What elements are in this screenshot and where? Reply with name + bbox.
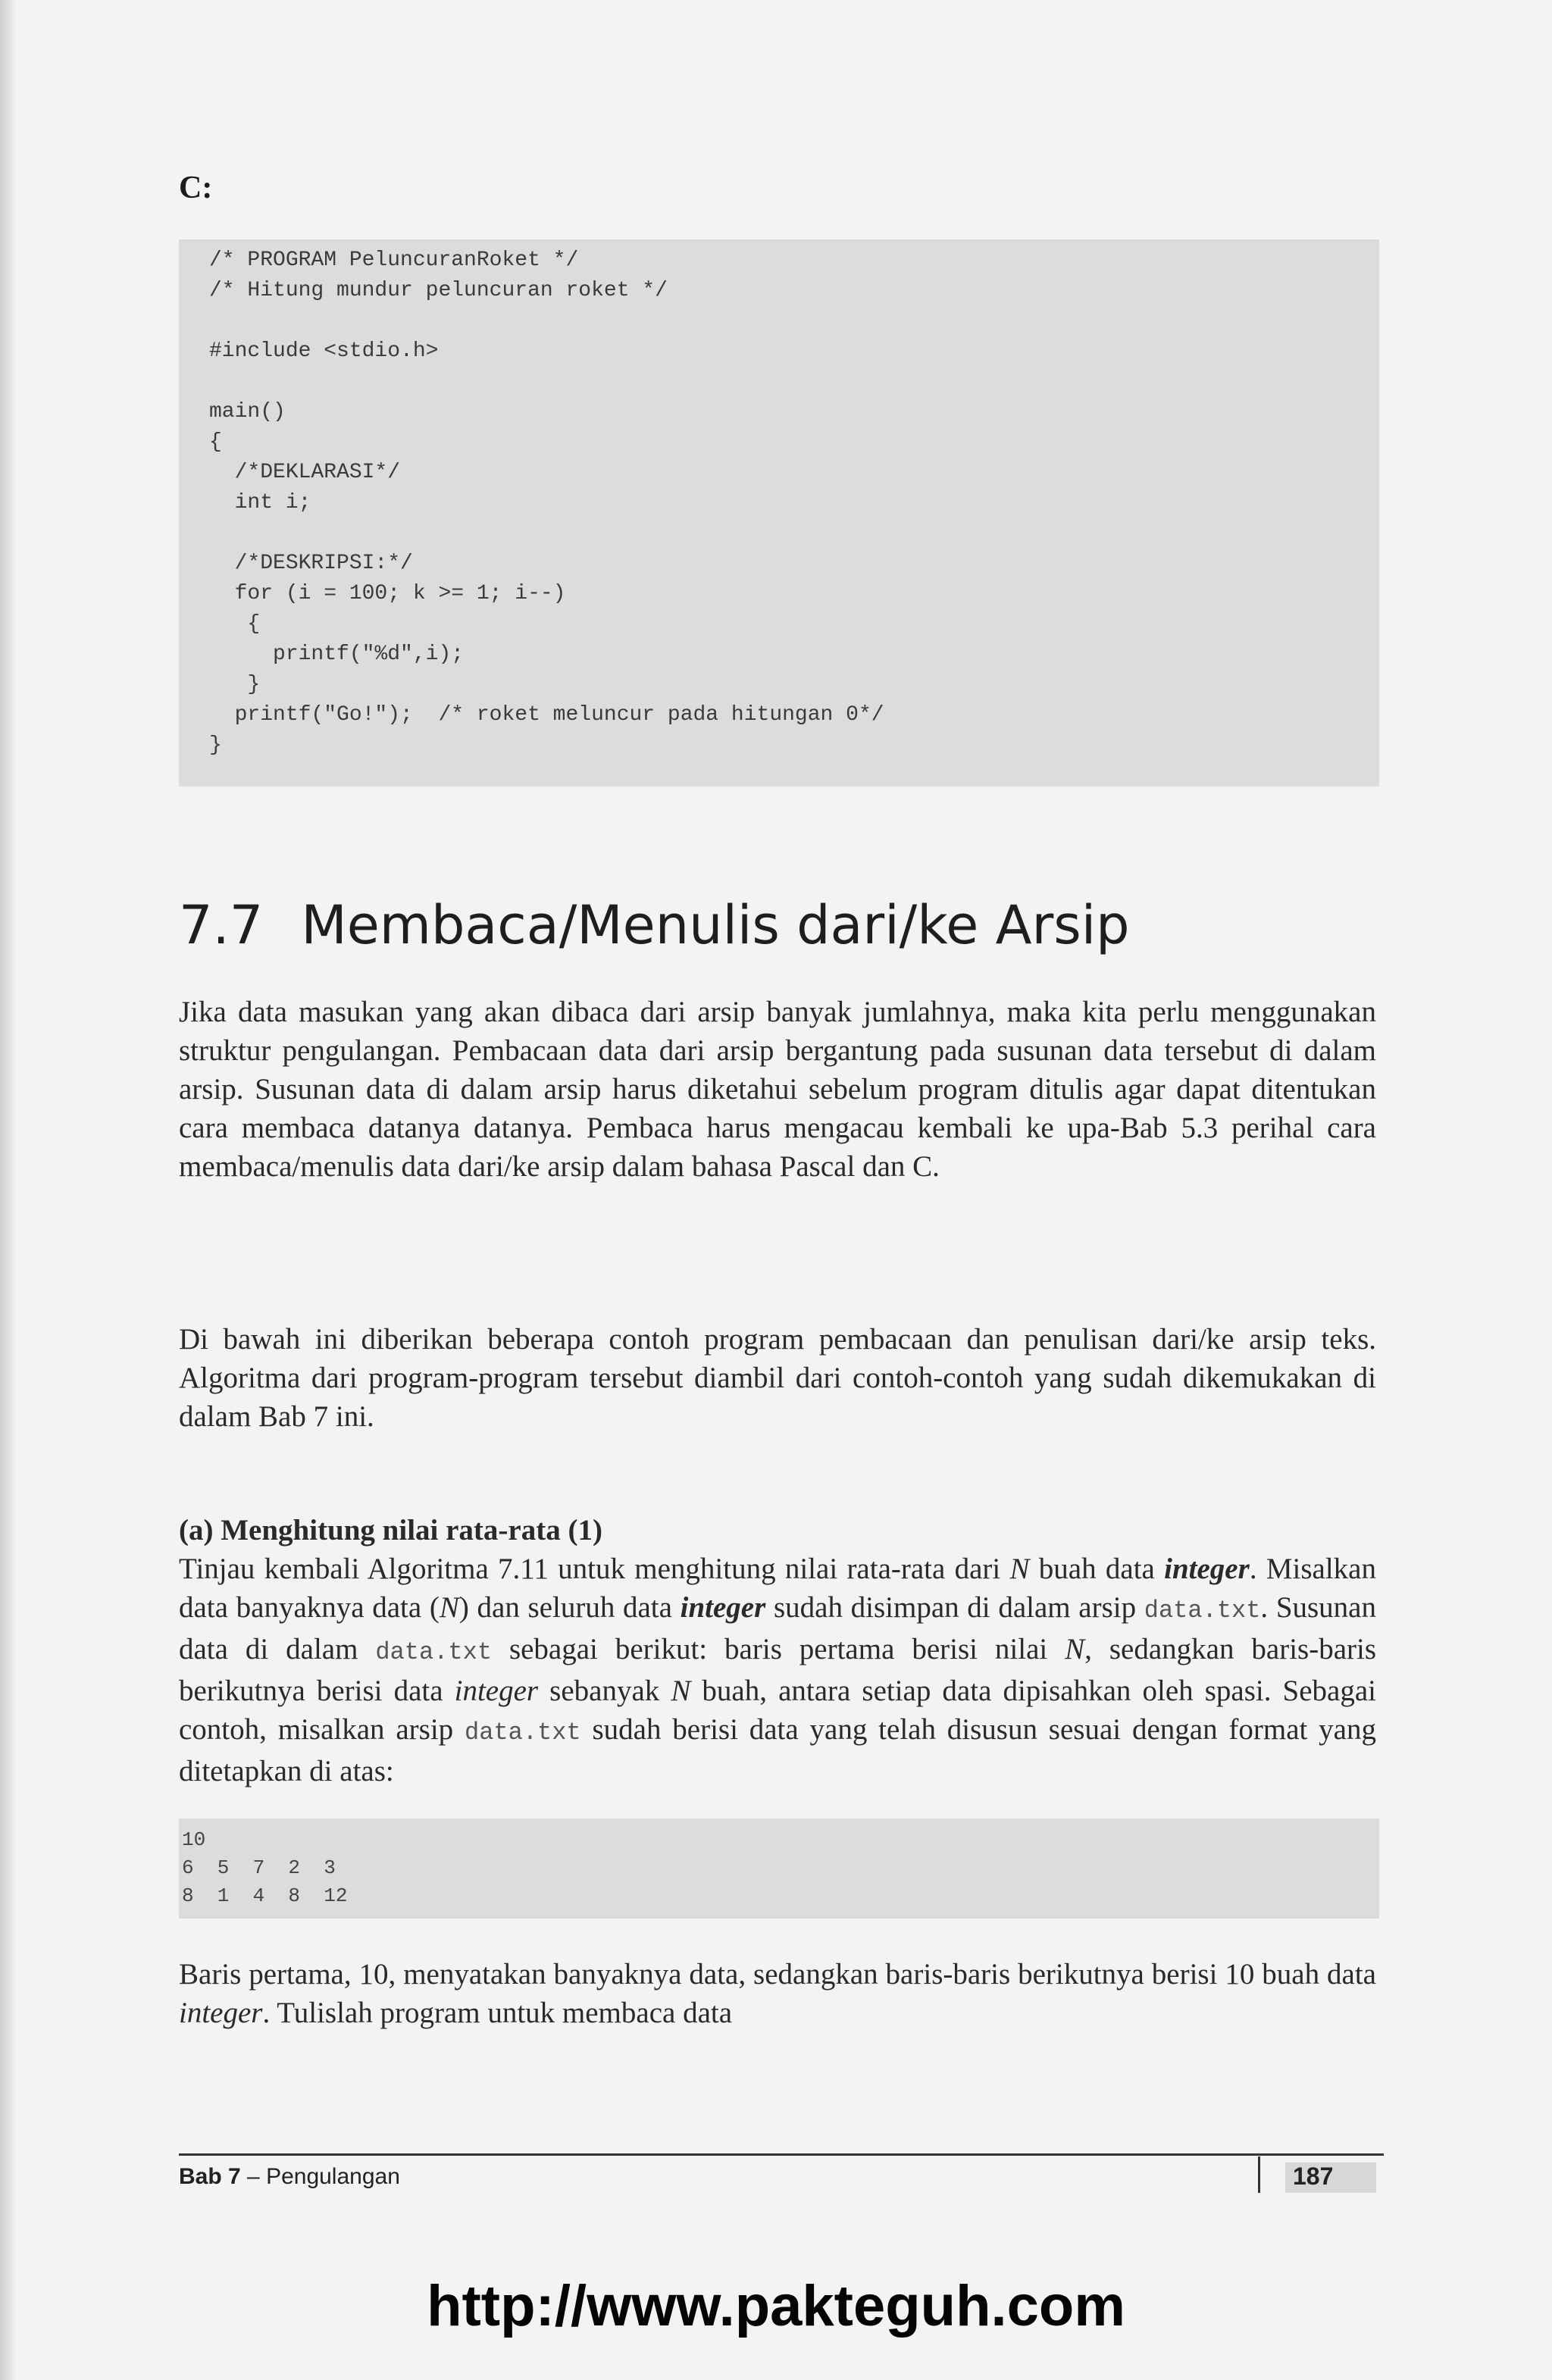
italic-term: integer (680, 1591, 766, 1624)
text-run: sudah disimpan di dalam arsip (765, 1591, 1144, 1624)
code-line (209, 367, 1379, 397)
text-run: sebagai berikut: baris pertama berisi nilai (492, 1633, 1065, 1665)
code-line: 8 1 4 8 12 (182, 1884, 348, 1907)
code-line: main() (209, 400, 286, 424)
paragraph-examples: Di bawah ini diberikan beberapa contoh program pembacaan dan penulisan dari/ke arsip teks. Algoritma dari program-program tersebut diambil dari contoh-contoh yang sudah dikemukakan di dalam Bab 7 ini. (179, 1323, 1376, 1433)
code-line: 10 (182, 1828, 206, 1851)
watermark-url: http://www.pakteguh.com (427, 2274, 1125, 2338)
code-line: } (209, 673, 261, 696)
footer-rule (179, 2153, 1384, 2156)
section-title: Membaca/Menulis dari/ke Arsip (301, 894, 1130, 956)
code-line (209, 518, 1379, 549)
footer-separator: – (240, 2164, 267, 2189)
paragraph-explanation (179, 1955, 1376, 2032)
language-label: C: (179, 170, 213, 205)
filename: data.txt (375, 1638, 493, 1666)
footer-chapter-number: Bab 7 (179, 2164, 241, 2189)
section-heading (179, 894, 1130, 956)
code-line: int i; (209, 491, 311, 514)
code-block-c-program (179, 239, 1379, 787)
text-run: buah data (1029, 1553, 1165, 1585)
code-line: #include <stdio.h> (209, 339, 439, 363)
italic-term: integer (1164, 1553, 1250, 1585)
code-line (209, 306, 1379, 336)
paragraph-intro: Jika data masukan yang akan dibaca dari arsip banyak jumlahnya, maka kita perlu menggunakan struktur pengulangan. Pembacaan data dari arsip bergantung pada susunan data tersebut di dalam arsip. Susunan data di dalam arsip harus diketahui sebelum program ditulis agar dapat ditentukan cara membaca datanya datanya. Pembaca harus mengacau kembali ke upa-Bab 5.3 perihal cara membaca/menulis data dari/ke arsip dalam bahasa Pascal dan C. (179, 996, 1376, 1183)
text-run: , sedangkan baris-baris berikutnya berisi data (179, 1633, 1377, 1707)
section-number: 7.7 (179, 894, 264, 956)
filename: data.txt (1144, 1597, 1261, 1625)
code-line: /* Hitung mundur peluncuran roket */ (209, 279, 668, 302)
text-run: ) dan seluruh data (458, 1591, 681, 1624)
italic-var: N (439, 1591, 459, 1624)
italic-var: N (1009, 1553, 1030, 1585)
code-line: /*DEKLARASI*/ (209, 461, 401, 484)
text-run: sudah berisi data yang telah disusun sesuai dengan format yang ditetapkan di atas: (179, 1713, 1376, 1787)
paragraph-average (179, 1511, 1376, 1790)
code-line: { (209, 612, 261, 636)
page-edge-shadow (0, 0, 17, 2380)
code-line: for (i = 100; k >= 1; i--) (209, 582, 566, 605)
page-number: 187 (1285, 2163, 1376, 2193)
code-line: 6 5 7 2 3 (182, 1856, 336, 1879)
text-run: buah, antara setiap data dipisahkan oleh spasi. Sebagai contoh, misalkan arsip (179, 1675, 1377, 1746)
code-line: printf("%d",i); (209, 643, 465, 666)
code-line: printf("Go!"); /* roket meluncur pada hitungan 0*/ (209, 703, 884, 727)
italic-var: N (671, 1675, 691, 1707)
footer-chapter-title: Pengulangan (266, 2164, 400, 2189)
text-run: . Misalkan data banyaknya data ( (179, 1553, 1376, 1624)
italic-var: N (1065, 1633, 1085, 1665)
text-run: . Tulislah program untuk membaca data (262, 1997, 733, 2029)
subsection-heading: (a) Menghitung nilai rata-rata (1) (179, 1514, 602, 1547)
filename: data.txt (465, 1719, 581, 1747)
code-block-data-file (179, 1819, 1379, 1919)
footer-separator-bar (1258, 2156, 1260, 2193)
italic-term: integer (179, 1997, 263, 2029)
code-line: /* PROGRAM PeluncuranRoket */ (209, 249, 579, 272)
text-run: . Susunan data di dalam (179, 1591, 1376, 1665)
code-line: } (209, 733, 222, 757)
italic-term: integer (454, 1675, 539, 1707)
code-line: { (209, 430, 222, 454)
text-run: Tinjau kembali Algoritma 7.11 untuk menghitung nilai rata-rata dari (179, 1553, 1010, 1585)
text-run: Baris pertama, 10, menyatakan banyaknya data, sedangkan baris-baris berikutnya berisi 10 buah data (179, 1958, 1376, 1991)
code-line: /*DESKRIPSI:*/ (209, 552, 413, 575)
text-run: sebanyak (538, 1675, 671, 1707)
footer-chapter (179, 2164, 400, 2190)
